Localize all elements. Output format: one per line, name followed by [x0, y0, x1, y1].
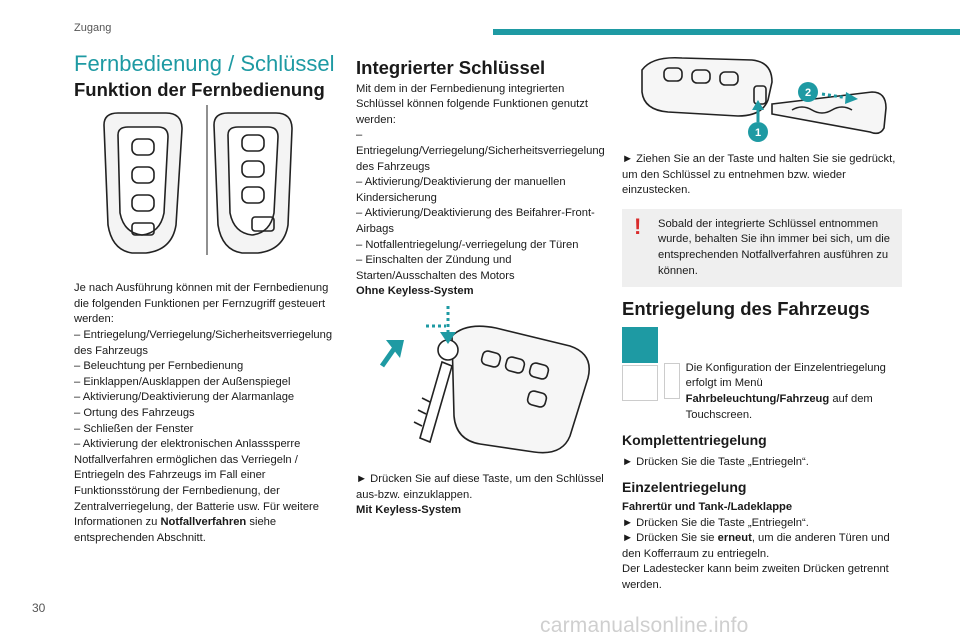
- keyless-step: ► Ziehen Sie an der Taste und halten Sie sie gedrückt, um den Schlüssel zu entnehmen bzw. wieder einzustecken.: [622, 153, 896, 197]
- callout-2: 2: [804, 87, 812, 99]
- car-icon: [664, 363, 680, 399]
- key-intro: Mit dem in der Fernbedienung integrierten Schlüssel können folgende Funktionen genutzt werden:: [356, 82, 588, 126]
- warning-box: [622, 209, 902, 287]
- key-item: – Entriegelung/Verriegelung/Sicherheitsverriegelung des Fahrzeugs: [356, 129, 605, 173]
- key-item: – Notfallentriegelung/-verriegelung der Türen: [356, 238, 579, 251]
- remote-item: – Aktivierung der elektronischen Anlasssperre: [74, 438, 301, 451]
- remote-intro: Je nach Ausführung können mit der Fernbedienung die folgenden Funktionen per Fernzugriff gesteuert werden:: [74, 282, 329, 326]
- padlock-open-icon: [622, 327, 658, 363]
- emergency-note: Notfallverfahren ermöglichen das Verriegeln / Entriegeln des Fahrzeugs im Fall einer Funktionsstörung der Fernbedienung, der Zentralverriegelung, der Batterie usw. Für weitere Informationen zu Notfallverfahren siehe entsprechenden Abschnitt.: [74, 453, 319, 544]
- header-accent-bar: [493, 29, 960, 35]
- warning-text: Sobald der integrierte Schlüssel entnommen wurde, behalten Sie ihn immer bei sich, um die entsprechenden Notfallverfahren ausführen zu können.: [658, 217, 890, 277]
- complete-unlock-step: ► Drücken Sie die Taste „Entriegeln“.: [622, 455, 809, 468]
- key-item: – Aktivierung/Deaktivierung des Beifahrer-Front-Airbags: [356, 207, 595, 235]
- column-2: [356, 57, 614, 519]
- subheading-without-keyless: Ohne Keyless-System: [356, 285, 474, 298]
- home-icon: [622, 365, 658, 401]
- remote-item: – Einklappen/Ausklappen der Außenspiegel: [74, 375, 291, 388]
- config-row: [622, 327, 902, 423]
- remote-item: – Schließen der Fenster: [74, 422, 194, 435]
- single-unlock-step-2: ► Drücken Sie sie erneut, um die anderen Türen und den Kofferraum zu entriegeln.: [622, 532, 890, 560]
- flip-key-illustration: [356, 306, 614, 466]
- subheading-with-keyless: Mit Keyless-System: [356, 504, 462, 517]
- single-unlock-step-1: ► Drücken Sie die Taste „Entriegeln“.: [622, 516, 809, 529]
- page-number: 30: [32, 601, 46, 615]
- callout-1: 1: [754, 127, 762, 139]
- key-item: – Aktivierung/Deaktivierung der manuellen Kindersicherung: [356, 176, 566, 204]
- remote-item: – Beleuchtung per Fernbedienung: [74, 360, 244, 373]
- remote-item: – Entriegelung/Verriegelung/Sicherheitsverriegelung des Fahrzeugs: [74, 328, 333, 357]
- section-label: Zugang: [74, 22, 112, 34]
- subheading-driver-door: Fahrertür und Tank-/Ladeklappe: [622, 500, 793, 513]
- emergency-link-text: Notfallverfahren: [160, 516, 247, 529]
- heading-integrated-key: Integrierter Schlüssel: [356, 57, 546, 78]
- remote-keys-illustration: [74, 105, 340, 275]
- charging-plug-note: Der Ladestecker kann beim zweiten Drücken getrennt werden.: [622, 563, 889, 591]
- page-title: Fernbedienung / Schlüssel: [74, 51, 335, 76]
- flip-key-step: ► Drücken Sie auf diese Taste, um den Schlüssel aus-bzw. einzuklappen.: [356, 472, 604, 501]
- column-3: [622, 52, 902, 593]
- heading-remote-function: Funktion der Fernbedienung: [74, 78, 325, 100]
- column-1: [74, 51, 340, 546]
- subheading-complete-unlock: Komplettentriegelung: [622, 432, 767, 449]
- keyless-key-illustration: [622, 52, 902, 144]
- remote-item: – Aktivierung/Deaktivierung der Alarmanlage: [74, 391, 295, 404]
- remote-item: – Ortung des Fahrzeugs: [74, 406, 195, 419]
- exclamation-icon: !: [634, 213, 642, 239]
- key-item: – Einschalten der Zündung und Starten/Ausschalten des Motors: [356, 254, 515, 282]
- config-text: Die Konfiguration der Einzelentriegelung erfolgt im Menü Fahrbeleuchtung/Fahrzeug auf dem Touchscreen.: [685, 361, 886, 421]
- heading-unlocking: Entriegelung des Fahrzeugs: [622, 298, 870, 320]
- watermark: carmanualsonline.info: [540, 614, 749, 637]
- subheading-single-unlock: Einzelentriegelung: [622, 479, 747, 496]
